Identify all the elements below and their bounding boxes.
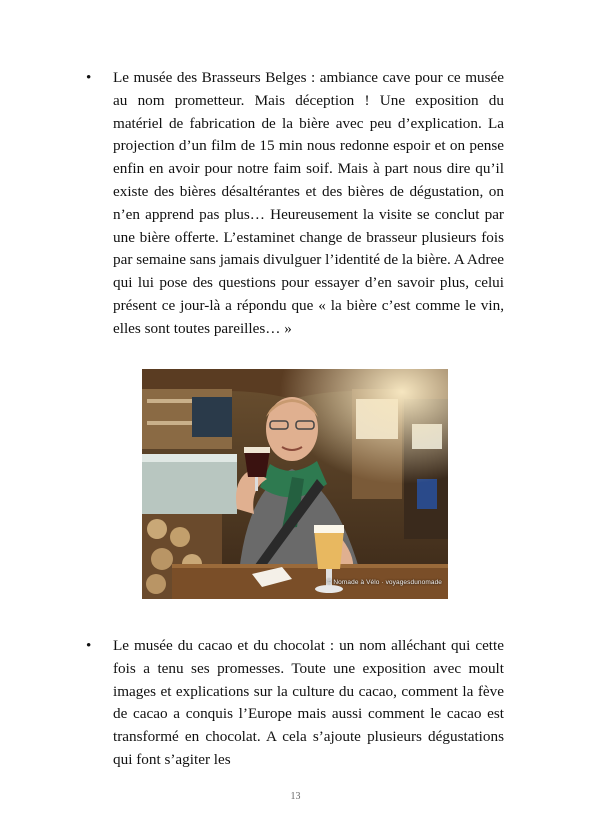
bullet-item-cocoa-museum xyxy=(86,635,504,772)
bullet-item-brewers-museum xyxy=(86,67,504,341)
photo-illustration xyxy=(142,369,448,599)
bullet-marker: • xyxy=(86,69,92,86)
paragraph-cocoa-museum: Le musée du cacao et du chocolat : un nom alléchant qui cette fois a tenu ses promesses. Toute une exposition avec moult images et explications sur la culture du cacao, comment la fève de cacao a conquis l’Europe mais aussi comment le cacao est transformé en chocolat. A cela s’ajoute plusieurs dégustations qui font s’agiter les xyxy=(113,637,504,768)
photo-watermark: © Nomade à Vélo · voyagesdunomade xyxy=(326,579,442,587)
page-number: 13 xyxy=(290,791,301,802)
bullet-marker: • xyxy=(86,637,92,654)
paragraph-brewers-museum: Le musée des Brasseurs Belges : ambiance cave pour ce musée au nom prometteur. Mais déception ! Une exposition du matériel de fabrication de la bière avec peu d’explication. La projection d’un film de 15 min nous redonne espoir et on pense enfin en avoir pour notre faim soif. Mais à part nous dire qu’il existe des bières désaltérantes et des bières de dégustation, on n’en apprend pas plus… Heureusement la visite se conclut par une bière offerte. L’estaminet change de brasseur plusieurs fois par semaine sans jamais divulguer l’identité de la bière. A Adree qui lui pose des questions pour essayer d’en savoir plus, celui présent ce jour-là a répondu que « la bière c’est comme le vin, elles sont toutes pareilles… » xyxy=(113,69,504,337)
photo-man-with-beer xyxy=(142,369,448,599)
